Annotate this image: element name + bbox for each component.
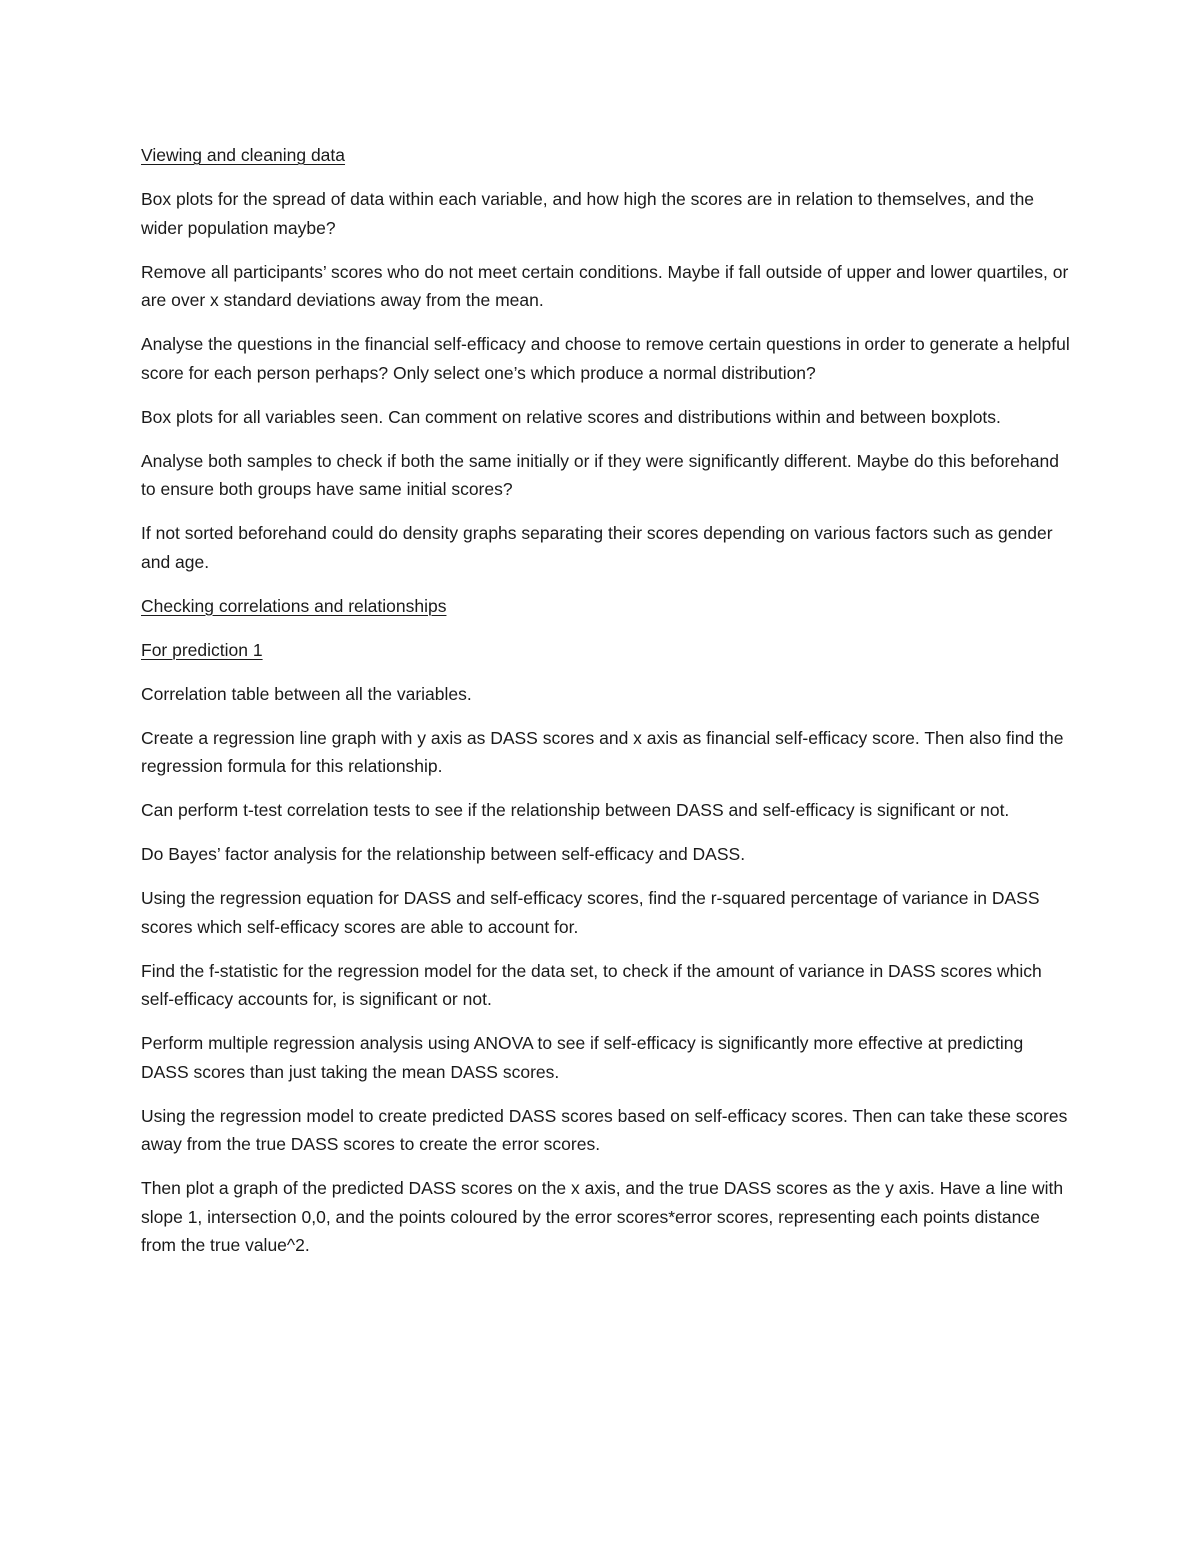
para-regression-line-graph: Create a regression line graph with y axis as DASS scores and x axis as financial self-efficacy score. Then also find the regression formula for this relationship. — [141, 727, 1064, 776]
para-bayes-factor: Do Bayes’ factor analysis for the relationship between self-efficacy and DASS. — [141, 844, 746, 864]
para-t-test: Can perform t-test correlation tests to see if the relationship between DASS and self-efficacy is significant or not. — [141, 800, 1010, 820]
para-correlation-table: Correlation table between all the variables. — [141, 683, 472, 704]
heading-prediction-1: For prediction 1 — [141, 639, 263, 660]
para-predicted-scores: Using the regression model to create predicted DASS scores based on self-efficacy scores. Then can take these scores away from the true DASS scores to create the error scores. — [141, 1105, 1068, 1154]
para-analyse-samples: Analyse both samples to check if both the same initially or if they were significantly different. Maybe do this beforehand to ensure both groups have same initial scores? — [141, 450, 1059, 499]
para-anova: Perform multiple regression analysis using ANOVA to see if self-efficacy is significantly more effective at predicting DASS scores than just taking the mean DASS scores. — [141, 1033, 1024, 1082]
heading-viewing-cleaning-data: Viewing and cleaning data — [141, 145, 346, 165]
heading-checking-correlations: Checking correlations and relationships — [141, 595, 447, 616]
para-f-statistic: Find the f-statistic for the regression model for the data set, to check if the amount of variance in DASS scores which self-efficacy accounts for, is significant or not. — [141, 960, 1042, 1009]
para-remove-participants: Remove all participants’ scores who do not meet certain conditions. Maybe if fall outside of upper and lower quartiles, or are over x standard deviations away from the mean. — [141, 261, 1069, 310]
para-plot-graph: Then plot a graph of the predicted DASS scores on the x axis, and the true DASS scores as the y axis. Have a line with slope 1, intersection 0,0, and the points coloured by the error scores*error scores, representing each points distance from the true value^2. — [141, 1178, 1064, 1255]
para-analyse-questions: Analyse the questions in the financial self-efficacy and choose to remove certain questions in order to generate a helpful score for each person perhaps? Only select one’s which produce a normal distribution? — [141, 334, 1070, 383]
para-r-squared: Using the regression equation for DASS and self-efficacy scores, find the r-squared percentage of variance in DASS scores which self-efficacy scores are able to account for. — [141, 888, 1040, 937]
para-box-plots-all: Box plots for all variables seen. Can comment on relative scores and distributions within and between boxplots. — [141, 406, 1001, 427]
para-density-graphs: If not sorted beforehand could do density graphs separating their scores depending on various factors such as gender and age. — [141, 523, 1053, 572]
para-box-plots-spread: Box plots for the spread of data within each variable, and how high the scores are in relation to themselves, and the wider population maybe? — [141, 189, 1035, 238]
document-body — [141, 141, 1071, 1275]
